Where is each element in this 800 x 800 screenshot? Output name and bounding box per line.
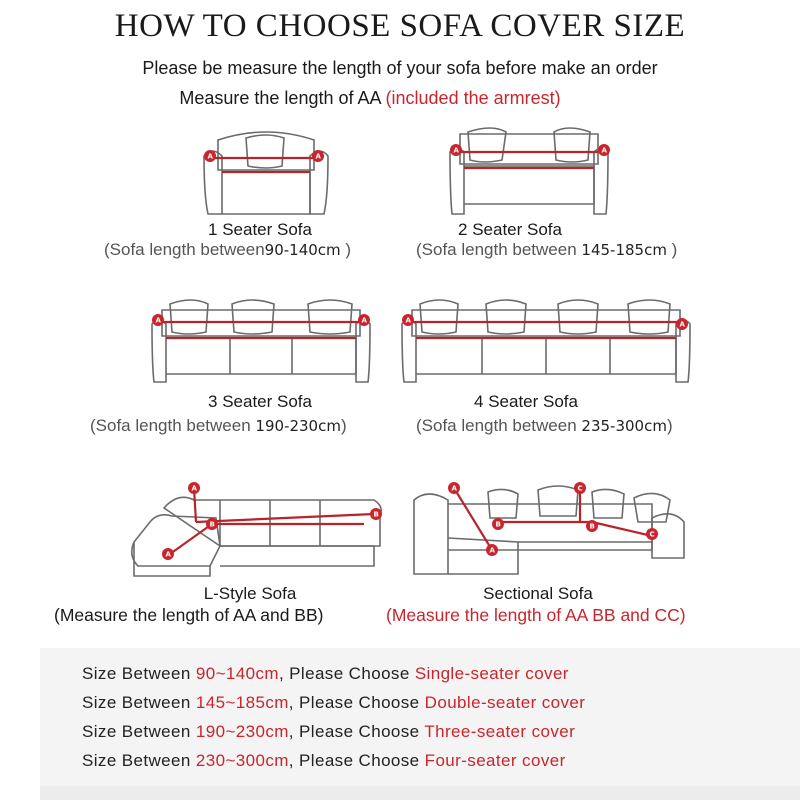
sofa-name-4-seater: 4 Seater Sofa — [474, 392, 578, 411]
svg-text:C: C — [577, 484, 583, 493]
three-seater-sofa-illustration — [148, 296, 374, 390]
svg-text:A: A — [315, 152, 321, 161]
sofa-name-3-seater: 3 Seater Sofa — [208, 392, 312, 411]
sectional-sofa-illustration — [408, 478, 690, 582]
l-style-sofa-illustration — [124, 480, 386, 582]
svg-text:A: A — [155, 316, 161, 325]
size-rule-four: Size Between 230~300cm, Please Choose Four-seater cover — [82, 751, 566, 770]
svg-text:A: A — [405, 316, 411, 325]
one-seater-sofa-illustration — [196, 126, 336, 222]
svg-text:A: A — [489, 546, 495, 555]
measure-note — [0, 88, 740, 109]
size-rule-three: Size Between 190~230cm, Please Choose Three-seater cover — [82, 722, 576, 741]
footer-strip — [40, 786, 800, 800]
svg-text:A: A — [451, 484, 457, 493]
measure-note-armrest: (included the armrest) — [385, 88, 561, 108]
sofa-name-sectional: Sectional Sofa — [483, 584, 593, 603]
svg-text:C: C — [649, 530, 655, 539]
page-title: HOW TO CHOOSE SOFA COVER SIZE — [114, 8, 686, 44]
sofa-name-l-style: L-Style Sofa — [203, 584, 297, 603]
sofa-note-sectional: (Measure the length of AA BB and CC) — [386, 605, 686, 625]
instruction-text: Please be measure the length of your sofa before make an order — [142, 58, 658, 78]
sofa-note-l-style: (Measure the length of AA and BB) — [54, 605, 324, 625]
size-rule-single: Size Between 90~140cm, Please Choose Single-seater cover — [82, 664, 569, 683]
sofa-range-1-seater: (Sofa length between90-140cm ) — [104, 240, 352, 259]
svg-text:A: A — [453, 146, 459, 155]
size-rule-double: Size Between 145~185cm, Please Choose Double-seater cover — [82, 693, 586, 712]
sofa-range-4-seater: (Sofa length between 235-300cm) — [416, 416, 673, 435]
sofa-name-1-seater: 1 Seater Sofa — [208, 220, 312, 239]
two-seater-sofa-illustration — [444, 124, 614, 224]
svg-text:A: A — [191, 484, 197, 493]
sofa-name-2-seater: 2 Seater Sofa — [458, 220, 562, 239]
svg-text:B: B — [209, 520, 215, 529]
svg-text:A: A — [165, 550, 171, 559]
sofa-range-3-seater: (Sofa length between 190-230cm) — [90, 416, 347, 435]
sofa-range-2-seater: (Sofa length between 145-185cm ) — [416, 240, 678, 259]
svg-text:B: B — [373, 510, 379, 519]
svg-text:A: A — [679, 320, 685, 329]
svg-text:B: B — [495, 520, 501, 529]
svg-text:B: B — [589, 522, 595, 531]
four-seater-sofa-illustration — [398, 296, 694, 390]
svg-text:A: A — [207, 152, 213, 161]
measure-note-prefix: Measure the length of AA — [179, 88, 381, 108]
svg-text:A: A — [601, 146, 607, 155]
svg-text:A: A — [361, 316, 367, 325]
